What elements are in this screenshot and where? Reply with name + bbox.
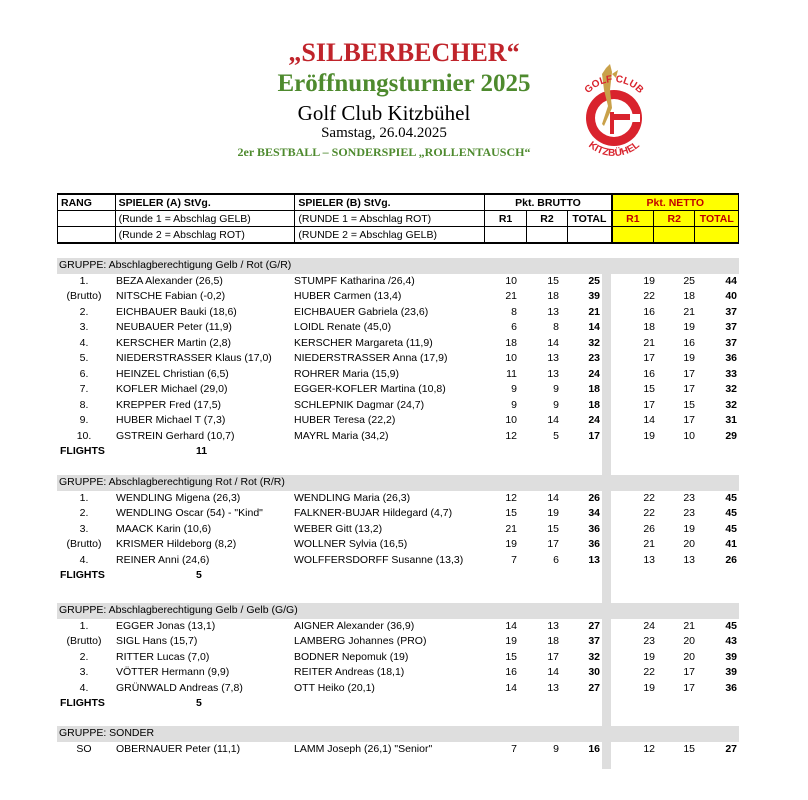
- brutto-r1: 16: [505, 666, 517, 678]
- brutto-total: 37: [588, 635, 600, 647]
- group-header: [57, 475, 739, 491]
- group-header: [57, 258, 739, 274]
- brutto-r1: 14: [505, 681, 517, 694]
- brutto-r1: 21: [505, 290, 517, 302]
- brutto-r2: R2: [526, 211, 567, 227]
- netto-r1: 19: [643, 429, 655, 442]
- brutto-r1: 12: [505, 429, 517, 442]
- netto-r2: 15: [683, 398, 695, 411]
- event-title: „SILBERBECHER“: [288, 38, 520, 67]
- netto-total: 45: [725, 507, 737, 519]
- netto-r2: 23: [683, 491, 695, 504]
- table-row: [57, 742, 739, 758]
- brutto-total: 32: [588, 336, 600, 349]
- player-b: LOIDL Renate (45,0): [294, 321, 392, 333]
- rank: 7.: [79, 383, 89, 395]
- player-b: ROHRER Maria (15,9): [294, 367, 400, 380]
- player-b: WOLLNER Sylvia (16,5): [294, 538, 408, 550]
- table-row: [57, 336, 739, 352]
- table-row: [57, 413, 739, 429]
- brutto-r1: 12: [505, 491, 517, 504]
- netto-r2: 17: [683, 383, 695, 395]
- brutto-total: 16: [588, 742, 600, 755]
- table-row: [57, 619, 739, 635]
- brutto-r1: 10: [505, 352, 517, 364]
- netto-r1: 22: [643, 666, 655, 678]
- rank: (Brutto): [66, 635, 102, 647]
- netto-r2: 10: [683, 429, 695, 442]
- netto-r2: 21: [683, 305, 695, 318]
- netto-r2: 20: [683, 635, 695, 647]
- player-a: KERSCHER Martin (2,8): [116, 336, 231, 349]
- flights-label: FLIGHTS: [60, 445, 105, 457]
- brutto-r2: 13: [547, 305, 559, 318]
- player-b: MAYRL Maria (34,2): [294, 429, 389, 442]
- col-netto: Pkt. NETTO: [612, 194, 738, 211]
- table-row: [57, 537, 739, 553]
- netto-total: 32: [725, 398, 737, 411]
- netto-total: 26: [725, 553, 737, 566]
- brutto-r2: 13: [547, 681, 559, 694]
- event-date: Samstag, 26.04.2025: [321, 125, 447, 141]
- brutto-r2: 6: [553, 553, 559, 566]
- rank: 2.: [79, 650, 89, 663]
- brutto-r1: 11: [506, 367, 517, 380]
- brutto-total: 36: [588, 538, 600, 550]
- brutto-total: TOTAL: [568, 211, 611, 227]
- brutto-total: 13: [588, 553, 600, 566]
- flights-count: 5: [196, 569, 202, 581]
- table-row: [57, 351, 739, 367]
- netto-total: 40: [725, 290, 737, 302]
- player-a: KRISMER Hildeborg (8,2): [116, 538, 237, 550]
- netto-r1: R1: [612, 211, 653, 227]
- brutto-r2: 14: [547, 666, 559, 678]
- brutto-r1: 14: [505, 619, 517, 632]
- player-b: STUMPF Katharina /26,4): [294, 274, 415, 287]
- netto-r1: 24: [643, 619, 655, 632]
- player-a: MAACK Karin (10,6): [116, 522, 212, 535]
- brutto-total: 30: [588, 666, 600, 678]
- netto-r1: 12: [643, 742, 655, 755]
- table-row: [57, 429, 739, 445]
- table-row: [57, 650, 739, 666]
- flights-label: FLIGHTS: [60, 569, 105, 581]
- player-b: LAMM Joseph (26,1) "Senior": [294, 742, 433, 755]
- netto-r2: 13: [683, 553, 695, 566]
- netto-r2: 21: [683, 619, 695, 632]
- netto-total: TOTAL: [695, 211, 739, 227]
- netto-r1: 14: [643, 414, 655, 426]
- netto-r1: 19: [643, 650, 655, 663]
- netto-total: 41: [725, 538, 737, 550]
- player-a: HEINZEL Christian (6,5): [116, 367, 229, 380]
- player-b: AIGNER Alexander (36,9): [294, 619, 415, 632]
- netto-r2: 19: [683, 522, 695, 535]
- brutto-total: 32: [588, 650, 600, 663]
- rank: 10.: [76, 429, 92, 442]
- rank: 4.: [79, 336, 89, 349]
- rank: SO: [76, 742, 92, 755]
- table-row: [57, 553, 739, 569]
- brutto-r1: 10: [505, 274, 517, 287]
- rank: 3.: [79, 666, 89, 678]
- netto-r1: 18: [643, 321, 655, 333]
- a-runde2: (Runde 2 = Abschlag ROT): [115, 227, 295, 244]
- player-b: WEBER Gitt (13,2): [294, 522, 383, 535]
- player-a: NITSCHE Fabian (-0,2): [116, 290, 226, 302]
- player-b: NIEDERSTRASSER Anna (17,9): [294, 352, 448, 364]
- brutto-r1: 9: [511, 383, 517, 395]
- player-b: WENDLING Maria (26,3): [294, 491, 411, 504]
- netto-total: 32: [725, 383, 737, 395]
- netto-total: 43: [725, 635, 737, 647]
- brutto-r2: 14: [547, 414, 559, 426]
- table-row: [57, 665, 739, 681]
- netto-r2: 20: [683, 650, 695, 663]
- event-name: Eröffnungsturnier 2025: [277, 70, 531, 97]
- player-b: OTT Heiko (20,1): [294, 681, 375, 694]
- netto-r1: 16: [643, 305, 655, 318]
- brutto-total: 26: [588, 491, 600, 504]
- player-a: RITTER Lucas (7,0): [116, 650, 210, 663]
- a-runde1: (Runde 1 = Abschlag GELB): [115, 211, 295, 227]
- brutto-r1: 9: [511, 398, 517, 411]
- netto-r1: 21: [643, 538, 655, 550]
- brutto-r1: 10: [505, 414, 517, 426]
- player-b: SCHLEPNIK Dagmar (24,7): [294, 398, 425, 411]
- netto-r2: 19: [683, 321, 695, 333]
- flights-row: [57, 568, 739, 584]
- rank: 2.: [79, 507, 89, 519]
- brutto-r1: R1: [485, 211, 526, 227]
- brutto-total: 39: [588, 290, 600, 302]
- player-a: VÖTTER Hermann (9,9): [116, 666, 230, 678]
- table-row: [57, 398, 739, 414]
- brutto-total: 24: [588, 414, 600, 426]
- brutto-r1: 6: [511, 321, 517, 333]
- brutto-r2: 19: [547, 507, 559, 519]
- brutto-r1: 18: [505, 336, 517, 349]
- table-row: [57, 274, 739, 290]
- logo-text-bottom: KITZBÜHEL: [586, 139, 642, 160]
- player-b: WOLFFERSDORFF Susanne (13,3): [294, 553, 464, 566]
- netto-r2: 17: [683, 414, 695, 426]
- col-rang: RANG: [58, 194, 116, 211]
- brutto-r2: 13: [547, 619, 559, 632]
- brutto-r2: 9: [553, 383, 559, 395]
- brutto-total: 23: [588, 352, 600, 364]
- netto-r1: 23: [643, 635, 655, 647]
- logo-text-top: GOLF CLUB: [582, 73, 646, 96]
- table-row: [57, 367, 739, 383]
- brutto-r2: 18: [547, 290, 559, 302]
- netto-total: 39: [725, 650, 737, 663]
- table-row: [57, 681, 739, 697]
- netto-r2: 18: [683, 290, 695, 302]
- brutto-total: 17: [588, 429, 600, 442]
- netto-total: 33: [725, 367, 737, 380]
- col-spieler-b: SPIELER (B) StVg.: [295, 194, 485, 211]
- brutto-r2: 17: [547, 650, 559, 663]
- netto-total: 27: [725, 742, 737, 755]
- player-a: OBERNAUER Peter (11,1): [116, 742, 241, 755]
- brutto-total: 21: [588, 305, 600, 318]
- brutto-r2: 5: [553, 429, 559, 442]
- rank: 3.: [79, 321, 89, 333]
- brutto-total: 18: [588, 398, 600, 411]
- brutto-r2: 14: [547, 336, 559, 349]
- netto-total: 29: [725, 429, 737, 442]
- golf-club-kitzbuehel-logo: [566, 54, 662, 166]
- player-a: NEUBAUER Peter (11,9): [116, 321, 232, 333]
- brutto-r2: 15: [547, 522, 559, 535]
- netto-r2: R2: [654, 211, 695, 227]
- player-a: REINER Anni (24,6): [116, 553, 210, 566]
- player-a: KREPPER Fred (17,5): [116, 398, 222, 411]
- group-title: GRUPPE: Abschlagberechtigung Gelb / Gelb (G/G): [59, 604, 298, 616]
- results-header-table: [57, 193, 739, 244]
- brutto-r2: 18: [547, 635, 559, 647]
- player-b: FALKNER-BUJAR Hildegard (4,7): [294, 507, 453, 519]
- b-runde1: (RUNDE 1 = Abschlag ROT): [295, 211, 485, 227]
- netto-total: 37: [725, 321, 737, 333]
- player-b: EGGER-KOFLER Martina (10,8): [294, 383, 446, 395]
- netto-r2: 25: [683, 274, 695, 287]
- group-title: GRUPPE: SONDER: [59, 727, 155, 739]
- brutto-r2: 9: [553, 742, 559, 755]
- rank: 8.: [79, 398, 89, 411]
- brutto-total: 27: [588, 619, 600, 632]
- netto-r2: 17: [683, 367, 695, 380]
- brutto-r1: 7: [511, 553, 517, 566]
- netto-total: 45: [725, 491, 737, 504]
- brutto-r2: 15: [547, 274, 559, 287]
- player-b: EICHBAUER Gabriela (23,6): [294, 305, 429, 318]
- brutto-r1: 8: [511, 305, 517, 318]
- brutto-r1: 15: [505, 650, 517, 663]
- player-a: HUBER Michael T (7,3): [116, 414, 226, 426]
- table-row: [57, 382, 739, 398]
- player-a: GRÜNWALD Andreas (7,8): [116, 681, 243, 694]
- rank: 9.: [79, 414, 89, 426]
- rank: 3.: [79, 522, 89, 535]
- table-row: [57, 320, 739, 336]
- group-header: [57, 726, 739, 742]
- brutto-r1: 21: [505, 522, 517, 535]
- brutto-r2: 17: [547, 538, 559, 550]
- netto-r2: 20: [683, 538, 695, 550]
- netto-total: 37: [725, 336, 737, 349]
- group-title: GRUPPE: Abschlagberechtigung Gelb / Rot (G/R): [59, 259, 292, 271]
- netto-total: 36: [725, 681, 737, 694]
- brutto-total: 34: [588, 507, 600, 519]
- brutto-total: 27: [588, 681, 600, 694]
- flights-row: [57, 696, 739, 712]
- brutto-r1: 19: [505, 635, 517, 647]
- flights-row: [57, 444, 739, 460]
- netto-r1: 16: [643, 367, 655, 380]
- rank: (Brutto): [66, 290, 102, 302]
- player-b: LAMBERG Johannes (PRO): [294, 635, 427, 647]
- netto-total: 39: [725, 666, 737, 678]
- netto-r1: 21: [643, 336, 655, 349]
- table-row: [57, 634, 739, 650]
- rank: 2.: [79, 305, 89, 318]
- table-row: [57, 491, 739, 507]
- col-spieler-a: SPIELER (A) StVg.: [115, 194, 295, 211]
- table-row: [57, 506, 739, 522]
- table-row: [57, 305, 739, 321]
- brutto-total: 36: [588, 522, 600, 535]
- netto-r1: 22: [643, 507, 655, 519]
- brutto-r1: 15: [505, 507, 517, 519]
- netto-r1: 17: [643, 352, 655, 364]
- flights-count: 11: [196, 445, 208, 457]
- b-runde2: (RUNDE 2 = Abschlag GELB): [295, 227, 485, 244]
- netto-total: 45: [725, 522, 737, 535]
- player-a: NIEDERSTRASSER Klaus (17,0): [116, 352, 272, 364]
- netto-r1: 19: [643, 274, 655, 287]
- netto-r1: 26: [643, 522, 655, 535]
- netto-r2: 15: [683, 742, 695, 755]
- brutto-total: 14: [588, 321, 600, 333]
- player-a: EICHBAUER Bauki (18,6): [116, 305, 237, 318]
- rank: 5.: [79, 352, 89, 364]
- netto-total: 45: [725, 619, 737, 632]
- brutto-total: 25: [588, 274, 600, 287]
- brutto-r2: 13: [547, 367, 559, 380]
- rank: (Brutto): [66, 538, 102, 550]
- brutto-r2: 8: [553, 321, 559, 333]
- netto-r2: 19: [683, 352, 695, 364]
- player-a: WENDLING Migena (26,3): [116, 491, 241, 504]
- netto-r1: 22: [643, 491, 655, 504]
- player-a: SIGL Hans (15,7): [116, 635, 198, 647]
- player-a: GSTREIN Gerhard (10,7): [116, 429, 235, 442]
- player-b: BODNER Nepomuk (19): [294, 650, 409, 663]
- brutto-r1: 19: [505, 538, 517, 550]
- player-b: REITER Andreas (18,1): [294, 666, 405, 678]
- rank: 4.: [79, 681, 89, 694]
- player-a: EGGER Jonas (13,1): [116, 619, 216, 632]
- netto-r2: 23: [683, 507, 695, 519]
- group-title: GRUPPE: Abschlagberechtigung Rot / Rot (R/R): [59, 476, 285, 488]
- netto-r1: 19: [643, 681, 655, 694]
- netto-r2: 17: [683, 681, 695, 694]
- netto-r2: 16: [683, 336, 695, 349]
- netto-r1: 17: [643, 398, 655, 411]
- table-row: [57, 289, 739, 305]
- player-b: HUBER Carmen (13,4): [294, 290, 402, 302]
- netto-r2: 17: [683, 666, 695, 678]
- club-name: Golf Club Kitzbühel: [297, 101, 471, 125]
- brutto-r2: 14: [547, 491, 559, 504]
- netto-r1: 15: [643, 383, 655, 395]
- brutto-r2: 13: [547, 352, 559, 364]
- netto-total: 44: [725, 274, 737, 287]
- brutto-total: 24: [588, 367, 600, 380]
- netto-r1: 13: [643, 553, 655, 566]
- table-row: [57, 522, 739, 538]
- brutto-r1: 7: [511, 742, 517, 755]
- netto-total: 31: [725, 414, 737, 426]
- player-a: WENDLING Oscar (54) - "Kind": [116, 507, 263, 519]
- rank: 4.: [79, 553, 89, 566]
- flights-label: FLIGHTS: [60, 697, 105, 709]
- player-b: KERSCHER Margareta (11,9): [294, 336, 433, 349]
- rank: 1.: [79, 619, 89, 632]
- netto-r1: 22: [643, 290, 655, 302]
- brutto-r2: 9: [553, 398, 559, 411]
- player-b: HUBER Teresa (22,2): [294, 414, 396, 426]
- rank: 1.: [79, 491, 89, 504]
- brutto-total: 18: [588, 383, 600, 395]
- player-a: KOFLER Michael (29,0): [116, 383, 228, 395]
- col-brutto: Pkt. BRUTTO: [485, 194, 611, 211]
- flights-count: 5: [196, 697, 202, 709]
- netto-total: 37: [725, 305, 737, 318]
- rank: 1.: [79, 274, 89, 287]
- event-format: 2er BESTBALL – SONDERSPIEL „ROLLENTAUSCH“: [237, 145, 531, 159]
- netto-total: 36: [725, 352, 737, 364]
- player-a: BEZA Alexander (26,5): [116, 274, 223, 287]
- group-header: [57, 603, 739, 619]
- rank: 6.: [79, 367, 89, 380]
